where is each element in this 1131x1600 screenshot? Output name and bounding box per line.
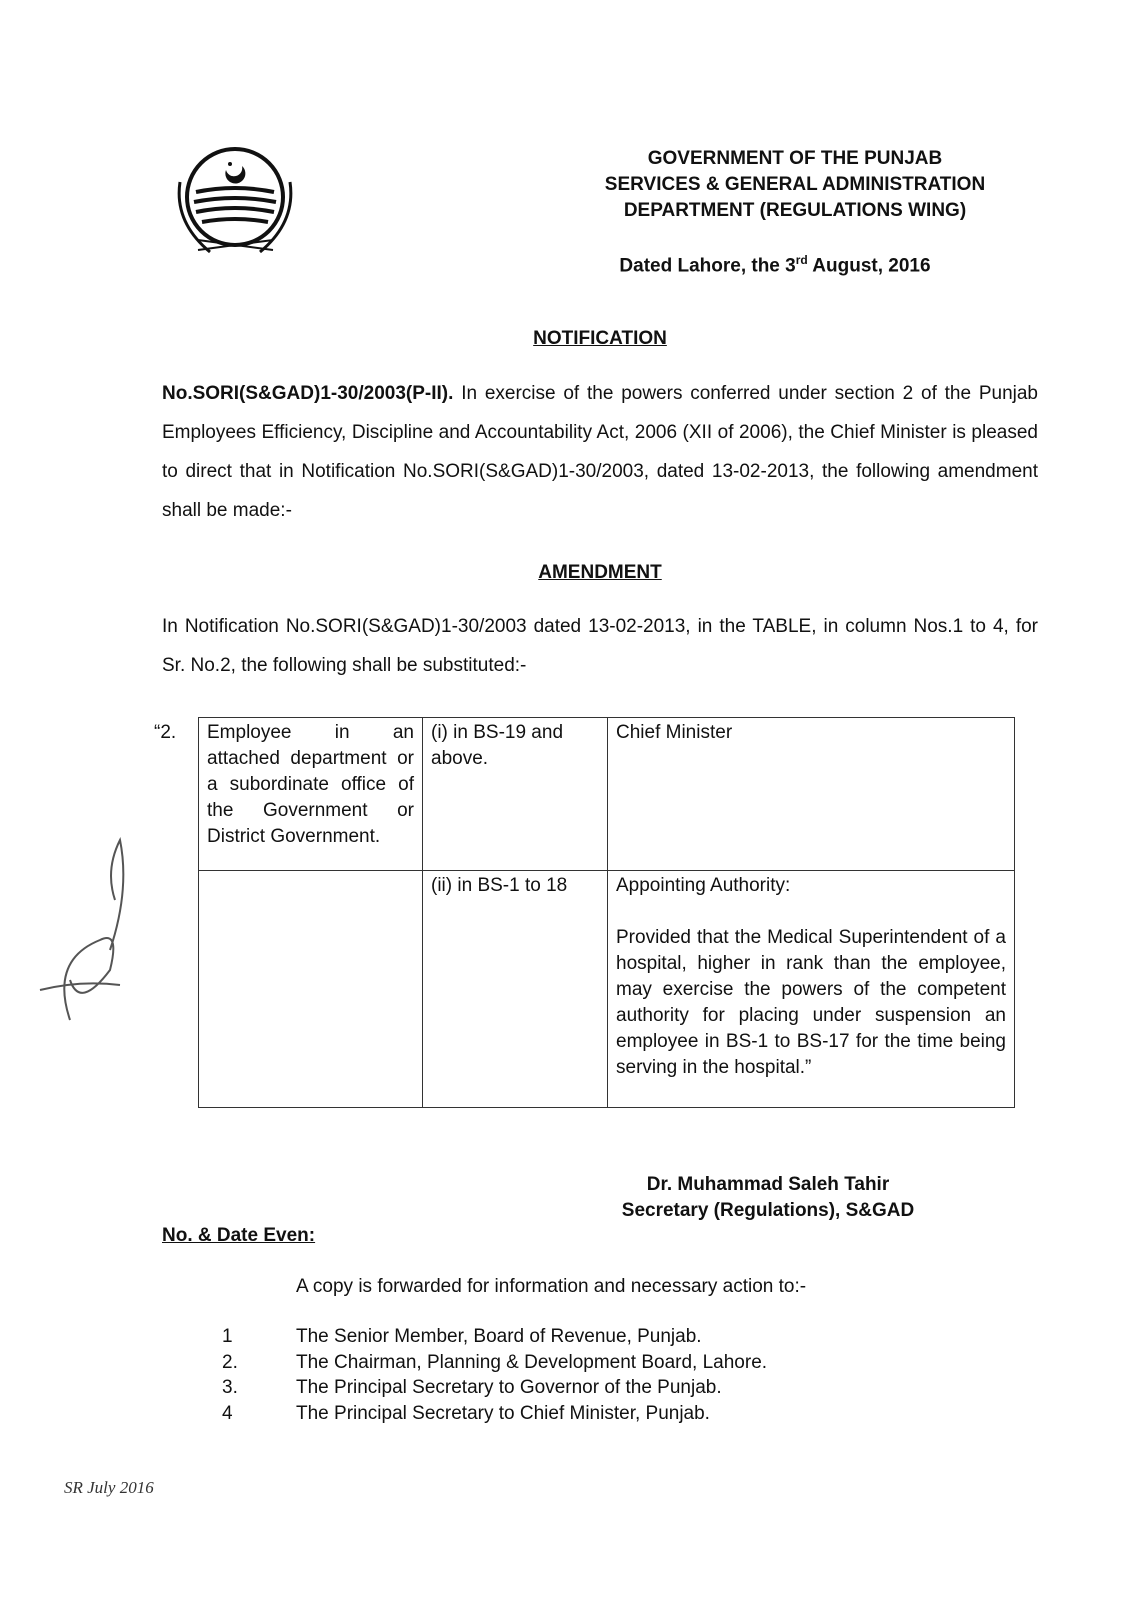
- amendment-table: [146, 717, 1015, 1108]
- notification-body: No.SORI(S&GAD)1-30/2003(P-II). In exercise of the powers conferred under section 2 of the Punjab Employees Efficiency, Discipline and Accountability Act, 2006 (XII of 2006), the Chief Minister is pleased to direct that in Notification No.SORI(S&GAD)1-30/2003, dated 13-02-2013, the following amendment shall be made:-: [162, 383, 1038, 521]
- list-item: 4 The Principal Secretary to Chief Minister, Punjab.: [222, 1402, 710, 1424]
- list-item: 3. The Principal Secretary to Governor of the Punjab.: [222, 1377, 722, 1398]
- list-item: 2. The Chairman, Planning & Development Board, Lahore.: [222, 1351, 768, 1373]
- amendment-body: In Notification No.SORI(S&GAD)1-30/2003 dated 13-02-2013, in the TABLE, in column Nos.1 to 4, for Sr. No.2, the following shall be substituted:-: [162, 616, 1038, 676]
- notification-heading: NOTIFICATION: [533, 328, 667, 349]
- scale-cell: (ii) in BS-1 to 18: [423, 871, 608, 1108]
- copy-heading: No. & Date Even:: [162, 1225, 316, 1246]
- employee-cell: Employee in an attached department or a subordinate office of the Government or District Government.: [199, 718, 423, 871]
- header-department: SERVICES & GENERAL ADMINISTRATION: [604, 174, 986, 195]
- employee-cell-empty: [199, 871, 423, 1108]
- header-government: GOVERNMENT OF THE PUNJAB: [647, 148, 943, 169]
- header-wing: DEPARTMENT (REGULATIONS WING): [623, 200, 967, 221]
- authority-cell: Chief Minister: [608, 718, 1015, 871]
- punjab-government-emblem-icon: [168, 142, 303, 262]
- scale-cell: (i) in BS-19 and above.: [423, 718, 608, 871]
- distribution-list: [222, 1324, 767, 1426]
- serial-cell: “2.: [146, 718, 199, 1108]
- footer-note: SR July 2016: [64, 1478, 154, 1497]
- signatory-designation: Secretary (Regulations), S&GAD: [621, 1200, 915, 1221]
- proviso-text: Provided that the Medical Superintendent of a hospital, higher in rank than the employee, may exercise the powers of the competent authority for placing under suspension an employee in BS-1 to BS-17 for the time being serving in the hospital.”: [616, 927, 1006, 1078]
- handwritten-signature-initials: [30, 830, 140, 1030]
- amendment-heading: AMENDMENT: [538, 562, 662, 583]
- list-item: 1 The Senior Member, Board of Revenue, Punjab.: [222, 1326, 702, 1347]
- signatory-name: Dr. Muhammad Saleh Tahir: [646, 1174, 890, 1195]
- dated-line: Dated Lahore, the 3rd August, 2016: [619, 253, 931, 277]
- copy-intro: A copy is forwarded for information and necessary action to:-: [296, 1276, 807, 1297]
- authority-cell: Appointing Authority: Provided that the Medical Superintendent of a hospital, higher in rank than the employee, may exercise the powers of the competent authority for placing under suspension an employee in BS-1 to BS-17 for the time being serving in the hospital.”: [608, 871, 1015, 1108]
- signatory-block: [560, 1172, 976, 1224]
